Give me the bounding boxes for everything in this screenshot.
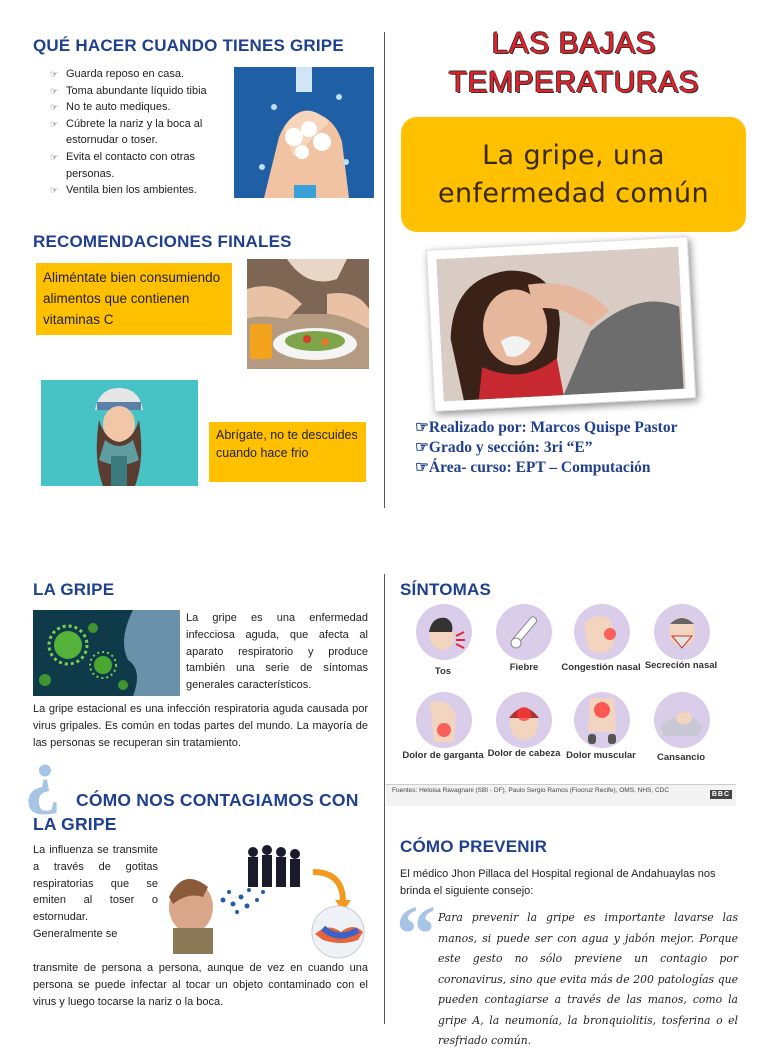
sneeze-transmission-image (163, 842, 370, 954)
symptom-label: Dolor muscular (566, 750, 636, 761)
symptoms-heading: SÍNTOMAS (400, 580, 492, 599)
list-item: ☞ Toma abundante líquido tibia (50, 83, 230, 100)
divider-top (384, 32, 385, 508)
sore-throat-icon (416, 692, 472, 748)
sick-woman-image (426, 236, 696, 411)
quote-mark-icon: “ (396, 891, 436, 979)
doctor-quote: Para prevenir la gripe es importante lavarse las manos, si puede ser con agua y jabón mejor. Porque este gesto no sólo previene un contagio por coronavirus, sino que evita más de 200 patologías que pueden contagiarse a través de las manos, como la gripe A, la neumonía, la bronquiolitis, tosferina o el resfriado común. (438, 911, 738, 1047)
pointing-hand-icon: ☞ (50, 69, 59, 79)
flu-body: La gripe estacional es una infección respiratoria aguda causada por virus gripales. Es común en todas partes del mundo. La mayoría de las personas se recuperan sin tratamiento. (33, 703, 368, 749)
cover-title (400, 24, 748, 102)
symptom-label: Tos (434, 666, 452, 677)
runny-nose-icon (654, 604, 710, 660)
warm-recommendation-box (209, 422, 366, 482)
cover-title-line1: LAS BAJAS (491, 27, 657, 60)
warm-recommendation-text: Abrígate, no te descuides cuando hace frio (216, 428, 358, 460)
contagion-text-a: La influenza se transmite a través de gotitas respiratorias que se emiten al toser o estornudar. Generalmente se (33, 844, 158, 940)
symptoms-infographic (386, 598, 736, 808)
food-recommendation-text: Aliméntate bien consumiendo alimentos que contienen vitaminas C (43, 270, 221, 327)
nasal-congestion-icon (574, 604, 630, 660)
list-item: ☞ Cúbrete la nariz y la boca al estornudar o toser. (50, 117, 203, 147)
bbc-logo: BBC (711, 791, 730, 798)
symptom-label: Cansancio (656, 752, 706, 763)
flu-heading: LA GRIPE (33, 580, 115, 599)
list-item: ☞ Guarda reposo en casa. (50, 66, 230, 83)
eating-salad-image (247, 259, 369, 369)
symptom-label: Dolor de garganta (402, 750, 484, 761)
source-strip (386, 784, 736, 806)
symptom-label: Dolor de cabeza (487, 748, 561, 759)
tiredness-icon (654, 692, 710, 748)
cover-title-line2: TEMPERATURAS (448, 66, 700, 99)
list-item: ☞ No te auto mediques. (50, 99, 230, 116)
list-item: ☞ Ventila bien los ambientes. (50, 182, 230, 199)
pointing-hand-icon: ☞ (415, 439, 429, 456)
flu-intro: La gripe es una enfermedad infecciosa aguda, que afecta al aparato respiratorio y produce también una serie de síntomas generales característicos. (186, 612, 368, 692)
prevent-heading: CÓMO PREVENIR (400, 837, 548, 856)
source-text: Fuentes: Heloisa Ravagnani (SBI - DF), Paulo Sergio Ramos (Fiocruz Recife), OMS, NHS, CDC (392, 787, 670, 794)
list-item: ☞ Evita el contacto con otras personas. (50, 150, 196, 180)
pointing-hand-icon: ☞ (50, 185, 59, 196)
divider-bottom (384, 574, 385, 1024)
virus-breath-image (33, 610, 180, 696)
cover-subtitle-box (401, 117, 746, 232)
credits (415, 418, 755, 478)
question-mark-icon: ¿ (24, 734, 61, 816)
recommendations-heading: RECOMENDACIONES FINALES (33, 232, 292, 251)
what-to-do-heading: QUÉ HACER CUANDO TIENES GRIPE (33, 36, 344, 55)
cough-icon (416, 604, 472, 660)
girl-in-scarf-image (41, 380, 198, 486)
pointing-hand-icon: ☞ (415, 459, 429, 476)
food-recommendation-box (36, 263, 232, 335)
contagion-heading-line1: CÓMO NOS CONTAGIAMOS CON (76, 790, 359, 810)
hand-washing-image (234, 67, 374, 198)
symptom-label: Secreción nasal (644, 660, 718, 671)
thermometer-icon (496, 604, 552, 660)
pointing-hand-icon: ☞ (50, 85, 59, 96)
pointing-hand-icon: ☞ (50, 118, 59, 129)
credit-line: ☞Grado y sección: 3ri “E” (415, 439, 593, 456)
tips-list (50, 66, 230, 199)
contagion-heading-line2: LA GRIPE (33, 814, 117, 834)
pointing-hand-icon: ☞ (50, 102, 59, 113)
prevent-intro: El médico Jhon Pillaca del Hospital regional de Andahuaylas nos brinda el siguiente consejo: (400, 868, 716, 897)
contagion-heading (33, 788, 373, 836)
cover-subtitle: La gripe, una enfermedad común (437, 139, 710, 209)
credit-line: ☞Área- curso: EPT – Computación (415, 459, 651, 476)
headache-icon (496, 692, 552, 748)
credit-line: ☞Realizado por: Marcos Quispe Pastor (415, 419, 678, 436)
pointing-hand-icon: ☞ (415, 419, 429, 436)
contagion-text-b: transmite de persona a persona, aunque de vez en cuando una persona se puede infectar al tocar un objeto contaminado con el virus y luego tocarse la nariz o la boca. (33, 962, 368, 1008)
symptom-label: Congestión nasal (561, 662, 641, 673)
pointing-hand-icon: ☞ (50, 151, 59, 162)
muscle-pain-icon (574, 692, 630, 748)
symptom-label: Fiebre (509, 662, 539, 673)
